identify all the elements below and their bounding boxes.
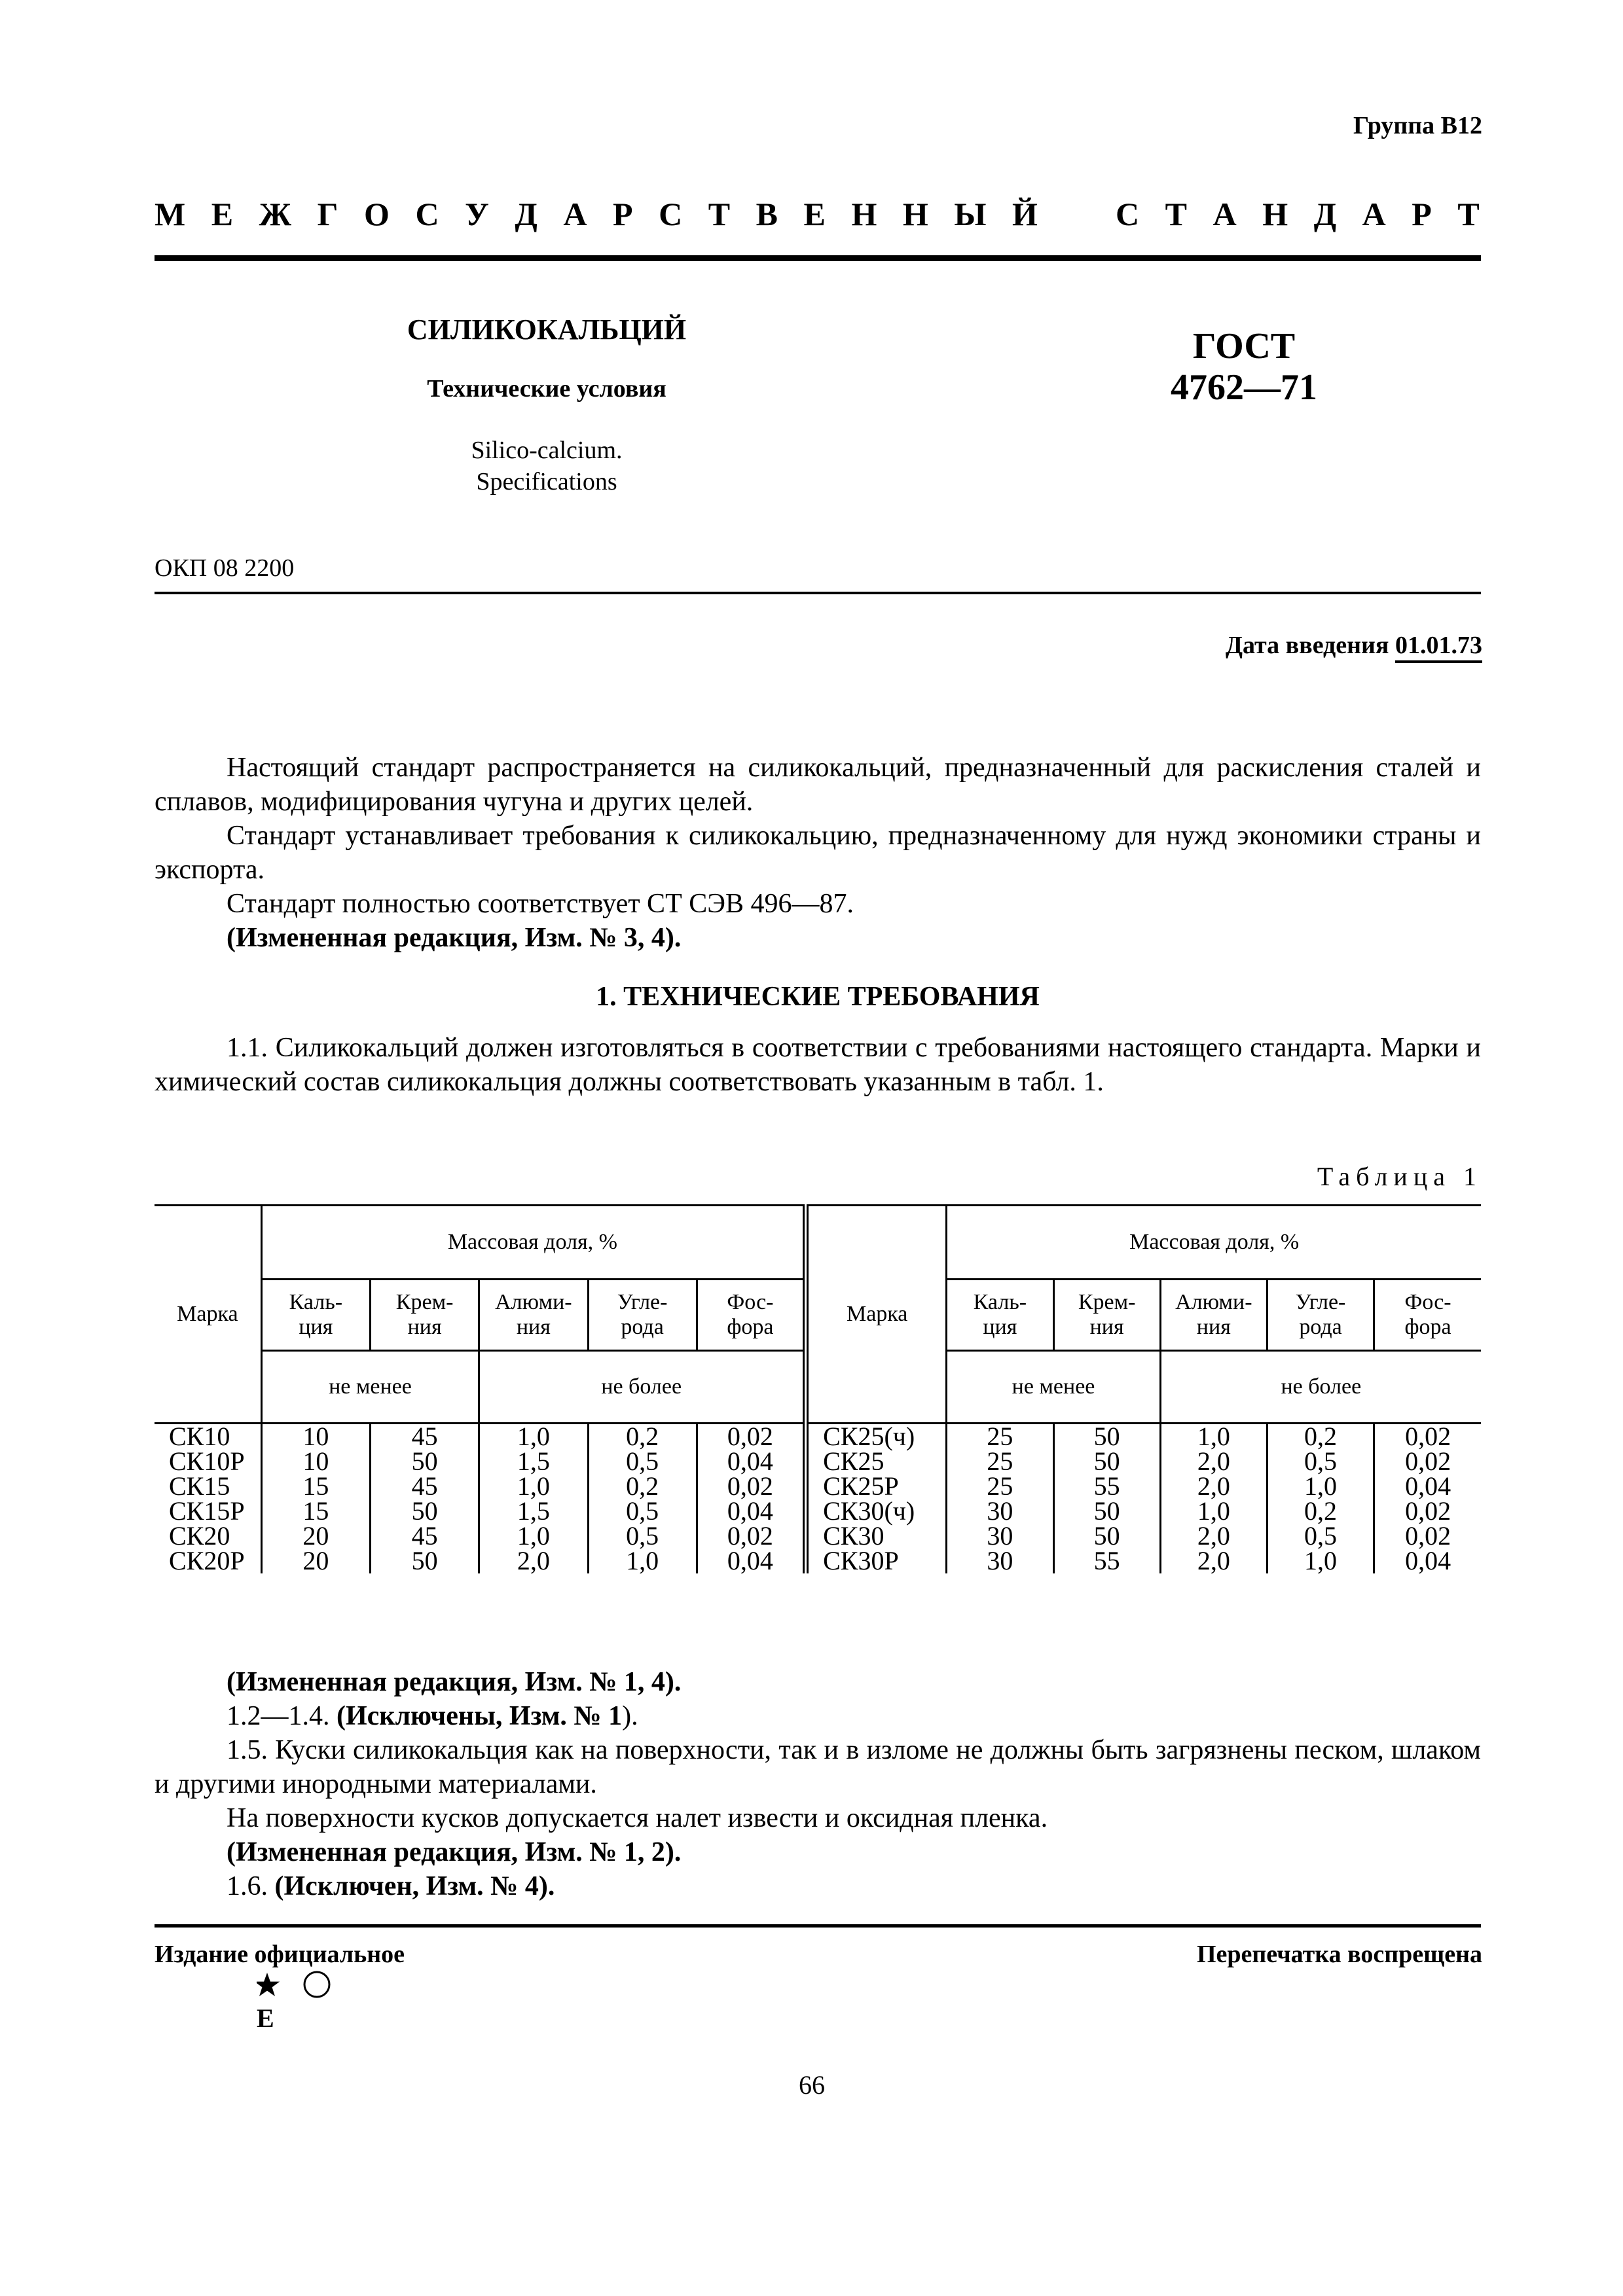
table-value: 30 (987, 1546, 1013, 1575)
grade-mark: СК10Р (169, 1446, 245, 1476)
table-value: 1,0 (626, 1546, 659, 1575)
grade-mark: СК30Р (823, 1546, 899, 1575)
table-value: 50 (1093, 1422, 1120, 1451)
paragraph-purpose: Стандарт устанавливает требования к силикокальцию, предназначенному для нужд экономики страны и экспорта. (155, 821, 1481, 885)
table-cell-col-left-p (697, 1424, 805, 1574)
table-value: 50 (1093, 1496, 1120, 1526)
group-code: Группа В12 (1353, 112, 1482, 139)
table-value: 0,5 (626, 1446, 659, 1476)
table-cell-col-right-ca (947, 1424, 1053, 1574)
col-calcium: Каль- ция (261, 1280, 370, 1351)
table-value: 1,0 (1304, 1471, 1338, 1501)
not-less-right: не менее (947, 1351, 1160, 1424)
heading-letter: С (659, 196, 683, 232)
table-value: 30 (987, 1496, 1013, 1526)
reprint-prohibited: Перепечатка воспрещена (1196, 1941, 1482, 1968)
heading-letter: Д (1313, 196, 1337, 232)
amendment-note-1-5: (Измененная редакция, Изм. № 1, 2). (227, 1837, 682, 1867)
table-value: 1,5 (517, 1446, 550, 1476)
grade-mark: СК25(ч) (823, 1422, 915, 1451)
heading-letter: Р (1412, 196, 1432, 232)
table-value: 1,0 (1197, 1496, 1230, 1526)
table-value: 15 (302, 1496, 329, 1526)
table-cell-col-left-al (479, 1424, 588, 1574)
table-value: 0,2 (1304, 1422, 1338, 1451)
paragraph-scope: Настоящий стандарт распространяется на силикокальций, предназначенный для раскисления сталей и сплавов, модифицирования чугуна и других целей. (155, 753, 1481, 817)
col-silicon: Крем- ния (1053, 1280, 1160, 1351)
table-value: 15 (302, 1471, 329, 1501)
gost-label: ГОСТ (1192, 326, 1296, 367)
mass-fraction-right: Массовая доля, % (947, 1206, 1481, 1280)
grade-mark: СК15Р (169, 1496, 245, 1526)
official-edition: Издание официальное (155, 1941, 405, 1968)
heading-letter: А (1213, 196, 1237, 232)
grade-mark: СК25Р (823, 1471, 899, 1501)
heading-letter: Г (317, 196, 338, 232)
table-value: 1,5 (517, 1496, 550, 1526)
heading-letter: В (756, 196, 778, 232)
standard-title: СИЛИКОКАЛЬЦИЙ (407, 314, 687, 346)
table-value: 1,0 (1197, 1422, 1230, 1451)
standard-title-english (340, 435, 753, 497)
table-value: 45 (411, 1471, 438, 1501)
table-value: 1,0 (517, 1471, 550, 1501)
gost-number: 4762—71 (1171, 367, 1317, 408)
title-en-line2: Specifications (476, 467, 617, 495)
table-cell-col-left-ca (261, 1424, 370, 1574)
paragraph-compliance: Стандарт полностью соответствует СТ СЭВ 496—87. (227, 889, 854, 919)
intro-date-label: Дата введения (1225, 632, 1389, 659)
table-value: 20 (302, 1521, 329, 1551)
heading-letter: Е (803, 196, 826, 232)
interstate-standard-heading (155, 195, 1480, 233)
table-cell-col-right-al (1160, 1424, 1267, 1574)
table-cell-col-left-marks (155, 1424, 261, 1574)
table-value: 0,04 (727, 1446, 773, 1476)
clauses-text (155, 1665, 1481, 1903)
grade-mark: СК20 (169, 1521, 230, 1551)
table-value: 0,02 (1405, 1496, 1451, 1526)
table-caption: Таблица 1 (1317, 1162, 1482, 1191)
table-value: 0,04 (727, 1546, 773, 1575)
table-value: 25 (987, 1471, 1013, 1501)
heading-letter: Д (515, 196, 538, 232)
standard-subtitle: Технические условия (427, 375, 666, 403)
heading-letter: Т (1165, 196, 1188, 232)
col-silicon: Крем- ния (370, 1280, 479, 1351)
table-cell-col-right-p (1374, 1424, 1481, 1574)
heading-letter: А (1362, 196, 1386, 232)
table-value: 0,02 (727, 1471, 773, 1501)
intro-date-value: 01.01.73 (1395, 632, 1482, 663)
table-value: 55 (1093, 1471, 1120, 1501)
col-mark-right: Марка (806, 1206, 947, 1424)
table-value: 0,04 (1405, 1546, 1451, 1575)
heading-letter: Н (1262, 196, 1288, 232)
table-cell-col-left-c (588, 1424, 697, 1574)
clause-1-5: 1.5. Куски силикокальция как на поверхности, так и в изломе не должны быть загрязнены песком, шлаком и другими инородными материалами. (155, 1735, 1481, 1799)
table-value: 0,2 (626, 1471, 659, 1501)
table-value: 25 (987, 1422, 1013, 1451)
table-value: 0,04 (727, 1496, 773, 1526)
circle-mark-icon (304, 1972, 329, 1997)
table-value: 45 (411, 1422, 438, 1451)
table-value: 2,0 (1197, 1446, 1230, 1476)
heading-letter: Ы (954, 196, 987, 232)
table-value: 1,0 (517, 1422, 550, 1451)
heading-letter: Р (612, 196, 633, 232)
table-value: 2,0 (517, 1546, 550, 1575)
grade-mark: СК20Р (169, 1546, 245, 1575)
heading-letter: Е (211, 196, 234, 232)
header-rule (155, 255, 1481, 261)
table-value: 50 (1093, 1446, 1120, 1476)
clause-1-2-1-4: 1.2—1.4. (Исключены, Изм. № 1). (227, 1701, 638, 1731)
table-value: 10 (302, 1422, 329, 1451)
table-value: 0,5 (1304, 1446, 1338, 1476)
heading-letter: А (563, 196, 587, 232)
not-less-left: не менее (261, 1351, 479, 1424)
table-cell-col-left-si (370, 1424, 479, 1574)
table-value: 0,2 (1304, 1496, 1338, 1526)
gost-designation (1061, 326, 1427, 408)
table-value: 55 (1093, 1546, 1120, 1575)
clause-1-5-note: На поверхности кусков допускается налет извести и оксидная пленка. (227, 1803, 1048, 1833)
amendment-note: (Измененная редакция, Изм. № 3, 4). (227, 923, 682, 953)
grade-mark: СК10 (169, 1422, 230, 1451)
table-value: 2,0 (1197, 1521, 1230, 1551)
title-en-line1: Silico-calcium. (471, 437, 623, 464)
table-value: 50 (411, 1546, 438, 1575)
table-value: 0,5 (626, 1521, 659, 1551)
composition-table (155, 1204, 1481, 1573)
not-more-left: не более (479, 1351, 806, 1424)
intro-text (155, 751, 1481, 1099)
okp-rule (155, 592, 1481, 594)
amendment-note-table: (Измененная редакция, Изм. № 1, 4). (227, 1667, 682, 1697)
grade-mark: СК15 (169, 1471, 230, 1501)
heading-letter: О (364, 196, 390, 232)
table-value: 50 (411, 1446, 438, 1476)
table-value: 2,0 (1197, 1546, 1230, 1575)
not-more-right: не более (1160, 1351, 1481, 1424)
intro-date (1226, 631, 1482, 660)
col-phosphorus: Фос- фора (697, 1280, 805, 1351)
table-value: 1,0 (517, 1521, 550, 1551)
table-value: 10 (302, 1446, 329, 1476)
col-mark-left: Марка (155, 1206, 261, 1424)
okp-code: ОКП 08 2200 (155, 554, 295, 582)
col-carbon: Угле- рода (1267, 1280, 1374, 1351)
heading-letter: У (465, 196, 489, 232)
col-carbon: Угле- рода (588, 1280, 697, 1351)
table-value: 0,2 (626, 1422, 659, 1451)
footer-rule (155, 1924, 1481, 1928)
col-calcium: Каль- ция (947, 1280, 1053, 1351)
clause-1-1: 1.1. Силикокальций должен изготовляться в соответствии с требованиями настоящего стандарта. Марки и химический состав силикокальция должны соответствовать указанным в табл. 1. (155, 1033, 1481, 1097)
section-title: 1. ТЕХНИЧЕСКИЕ ТРЕБОВАНИЯ (596, 982, 1040, 1012)
col-phosphorus: Фос- фора (1374, 1280, 1481, 1351)
table-value: 45 (411, 1521, 438, 1551)
clause-1-6: 1.6. (Исключен, Изм. № 4). (227, 1871, 555, 1901)
table-cell-col-right-si (1053, 1424, 1160, 1574)
table-value: 0,02 (727, 1521, 773, 1551)
table-data-row (155, 1424, 1481, 1574)
col-aluminium: Алюми- ния (479, 1280, 588, 1351)
e-mark: Е (257, 2003, 274, 2033)
col-aluminium: Алюми- ния (1160, 1280, 1267, 1351)
table-value: 0,02 (727, 1422, 773, 1451)
table-value: 0,02 (1405, 1521, 1451, 1551)
grade-mark: СК25 (823, 1446, 884, 1476)
table-value: 25 (987, 1446, 1013, 1476)
table-value: 30 (987, 1521, 1013, 1551)
table-value: 50 (411, 1496, 438, 1526)
heading-letter: Т (708, 196, 731, 232)
table-value: 20 (302, 1546, 329, 1575)
table-value: 0,02 (1405, 1446, 1451, 1476)
heading-letter: М (155, 196, 186, 232)
heading-letter: С (415, 196, 439, 232)
star-icon (257, 1973, 280, 1996)
heading-letter: Н (902, 196, 928, 232)
heading-letter: Й (1012, 196, 1038, 232)
table-value: 0,02 (1405, 1422, 1451, 1451)
table-value: 0,04 (1405, 1471, 1451, 1501)
table-cell-col-right-c (1267, 1424, 1374, 1574)
grade-mark: СК30(ч) (823, 1496, 915, 1526)
table-value: 50 (1093, 1521, 1120, 1551)
table-cell-col-right-marks (806, 1424, 947, 1574)
grade-mark: СК30 (823, 1521, 884, 1551)
page-number: 66 (799, 2070, 825, 2100)
table-value: 1,0 (1304, 1546, 1338, 1575)
heading-letter: Ж (259, 196, 292, 232)
heading-letter: Т (1457, 196, 1480, 232)
table-value: 2,0 (1197, 1471, 1230, 1501)
heading-letter: Н (851, 196, 877, 232)
table-value: 0,5 (626, 1496, 659, 1526)
heading-letter: С (1116, 196, 1140, 232)
edition-marks (257, 1970, 342, 2004)
mass-fraction-left: Массовая доля, % (261, 1206, 805, 1280)
table-value: 0,5 (1304, 1521, 1338, 1551)
